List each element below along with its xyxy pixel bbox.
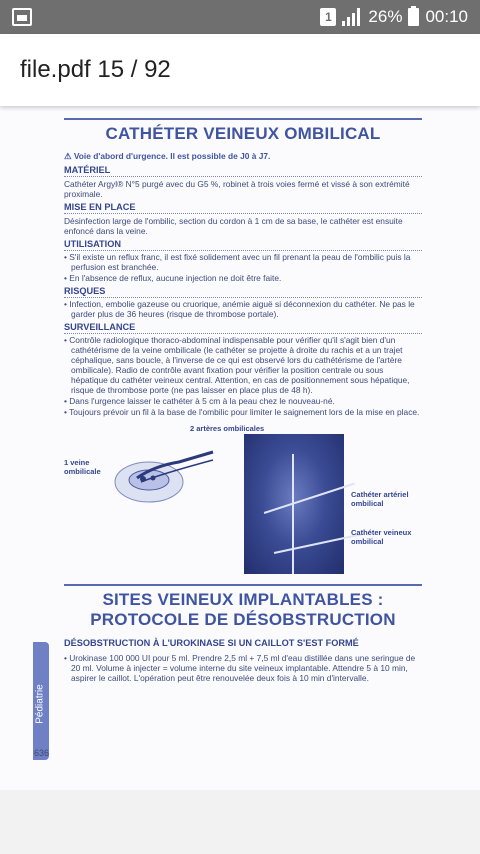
surveillance-bullet: • Contrôle radiologique thoraco-abdominal indispensable pour vérifier qu'il s'agit bien d'un cathétérisme de la veine ombilicale (le cathéter se projette à droite du rachis et a un trajet céphalique, sans boucle, à l'inverse de ce qui est observé lors du cathétérisme de l'artère ombilicale). Radio de contrôle avant fixation pour vérifier la position centrale ou sous hépatique du cathéter veineux central. Attention, en cas de positionnement sous hépatique, risque de thrombose porte (ne pas laisser en place plus de 48 h). [64,335,410,395]
surveillance-bullet: • Toujours prévoir un fil à la base de l'ombilic pour limiter le saignement lors de la mise en place. [64,407,420,417]
pdf-page[interactable] [0,106,480,790]
side-tab-label: Pédiatrie [34,684,46,724]
battery-percent: 26% [368,7,403,26]
materiel-text: Cathéter Argyl® N°5 purgé avec du G5 %, robinet à trois voies fermé et vissé à son extrémité proximale. [64,179,410,199]
xray-image [244,434,344,574]
label-catheter-arteriel: Cathéter artériel ombilical [351,490,409,508]
materiel-heading: MATÉRIEL [64,165,422,177]
risques-bullet: • Infection, embolie gazeuse ou cruorique, anémie aiguë si déconnexion du cathéter. Ne pas le garder plus de 36 heures (risque de thrombose portale). [64,299,415,319]
sim-icon: 1 [320,8,336,26]
clock: 00:10 [425,7,468,26]
label-arteres: 2 artères ombilicales [190,424,265,433]
section-rule [64,584,422,586]
section1-title: CATHÉTER VEINEUX OMBILICAL [105,124,381,143]
section1-intro: ⚠ Voie d'abord d'urgence. Il est possible de J0 à J7. [64,151,271,161]
mise-heading: MISE EN PLACE [64,202,422,214]
umbilical-cord-illustration [109,444,219,506]
app-bar [0,34,480,106]
section2-title-line2: PROTOCOLE DE DÉSOBSTRUCTION [90,610,396,629]
document-title: file.pdf 15 / 92 [20,56,171,83]
battery-icon [408,8,419,26]
surveillance-bullet: • Dans l'urgence laisser le cathéter à 5 cm à la peau chez le nouveau-né. [64,396,335,406]
utilisation-bullet: • En l'absence de reflux, aucune injection ne doit être faite. [64,273,282,283]
label-catheter-veineux: Cathéter veineux ombilical [351,528,412,546]
surveillance-heading: SURVEILLANCE [64,322,422,334]
status-bar [0,0,480,34]
utilisation-bullet: • S'il existe un reflux franc, il est fixé solidement avec un fil prenant la peau de l'ombilic puis la perfusion est branchée. [64,252,411,272]
risques-heading: RISQUES [64,286,422,298]
mise-text: Désinfection large de l'ombilic, section du cordon à 1 cm de sa base, le cathéter est ensuite enfoncé dans la veine. [64,216,403,236]
page-number: 636 [34,748,50,758]
signal-icon [342,8,362,26]
top-rule [64,118,422,120]
section2-title-line1: SITES VEINEUX IMPLANTABLES : [102,590,384,609]
urokinase-bullet: • Urokinase 100 000 UI pour 5 ml. Prendre 2,5 ml + 7,5 ml d'eau distillée dans une seringue de 20 ml. Volume à injecter = volume interne du site veineux implantable. Attendre 5 à 10 min, aspirer le caillot. L'opération peut être renouvelée deux fois à 10 min d'intervalle. [64,653,416,683]
utilisation-heading: UTILISATION [64,239,422,251]
label-veine: 1 veine ombilicale [64,458,101,476]
catheter-figure [64,424,422,576]
urokinase-heading: DÉSOBSTRUCTION À L'UROKINASE SI UN CAILLOT S'EST FORMÉ [64,638,359,648]
gallery-notification-icon [12,8,32,26]
document-content [64,118,422,683]
